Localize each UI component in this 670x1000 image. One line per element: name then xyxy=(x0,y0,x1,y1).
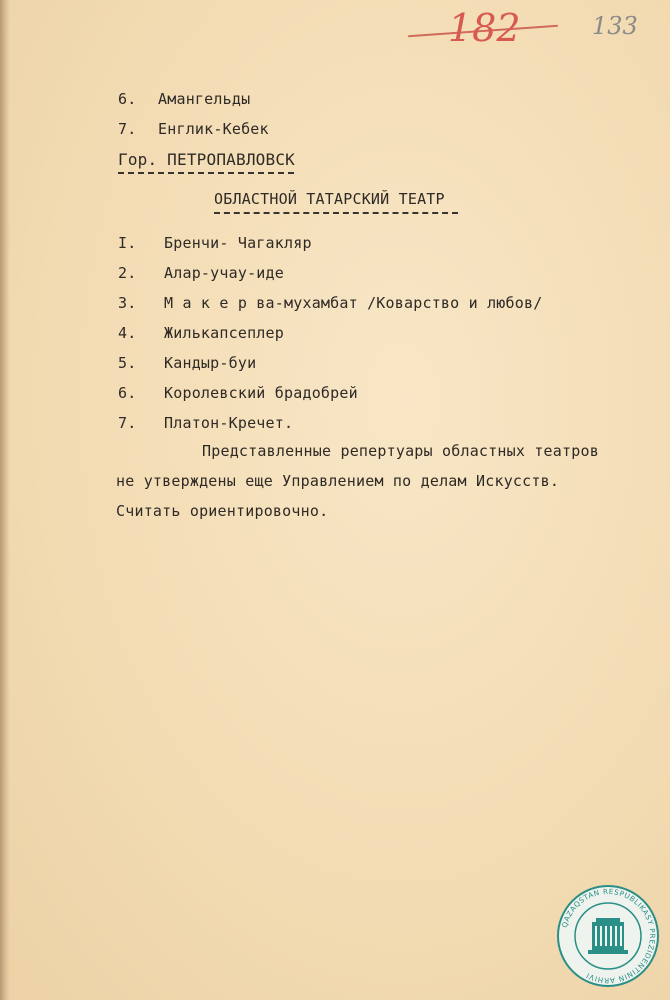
repertoire-item-num: I. xyxy=(118,234,137,252)
note-line: не утверждены еще Управлением по делам Искусств. xyxy=(116,472,560,490)
repertoire-item-num: 3. xyxy=(118,294,137,312)
repertoire-item-num: 2. xyxy=(118,264,137,282)
repertoire-item-title: Бренчи- Чагакляр xyxy=(164,234,312,252)
repertoire-item-num: 7. xyxy=(118,414,137,432)
note-line: Считать ориентировочно. xyxy=(116,502,329,520)
repertoire-item-num: 5. xyxy=(118,354,137,372)
intro-item-num: 6. xyxy=(118,90,137,108)
page-binding-edge xyxy=(0,0,10,1000)
archive-stamp xyxy=(556,884,660,988)
repertoire-item-title: Королевский брадобрей xyxy=(164,384,358,402)
intro-item-title: Енглик-Кебек xyxy=(158,120,269,138)
note-line: Представленные репертуары областных театров xyxy=(202,442,599,460)
repertoire-item-title: Алар-учау-иде xyxy=(164,264,284,282)
city-heading-underline xyxy=(118,172,294,174)
intro-item-num: 7. xyxy=(118,120,137,138)
repertoire-item-num: 6. xyxy=(118,384,137,402)
stamp-text: QAZAQSTAN RESPUBLIKASY PREZIDENTINIŃ ARHIVI xyxy=(559,886,658,986)
repertoire-item-title: Жилькапсеплер xyxy=(164,324,284,342)
theatre-heading-underline xyxy=(214,212,458,214)
repertoire-item-title: М а к е р ва-мухамбат /Коварство и любов/ xyxy=(164,294,543,312)
city-heading: Гор. ПЕТРОПАВЛОВСК xyxy=(118,150,295,169)
repertoire-item-title: Кандыр-буи xyxy=(164,354,257,372)
theatre-heading: ОБЛАСТНОЙ ТАТАРСКИЙ ТЕАТР xyxy=(214,190,445,208)
archive-number-red: 182 xyxy=(448,6,521,50)
archive-number-gray: 133 xyxy=(592,12,638,40)
repertoire-item-title: Платон-Кречет. xyxy=(164,414,294,432)
repertoire-item-num: 4. xyxy=(118,324,137,342)
intro-item-title: Амангельды xyxy=(158,90,251,108)
